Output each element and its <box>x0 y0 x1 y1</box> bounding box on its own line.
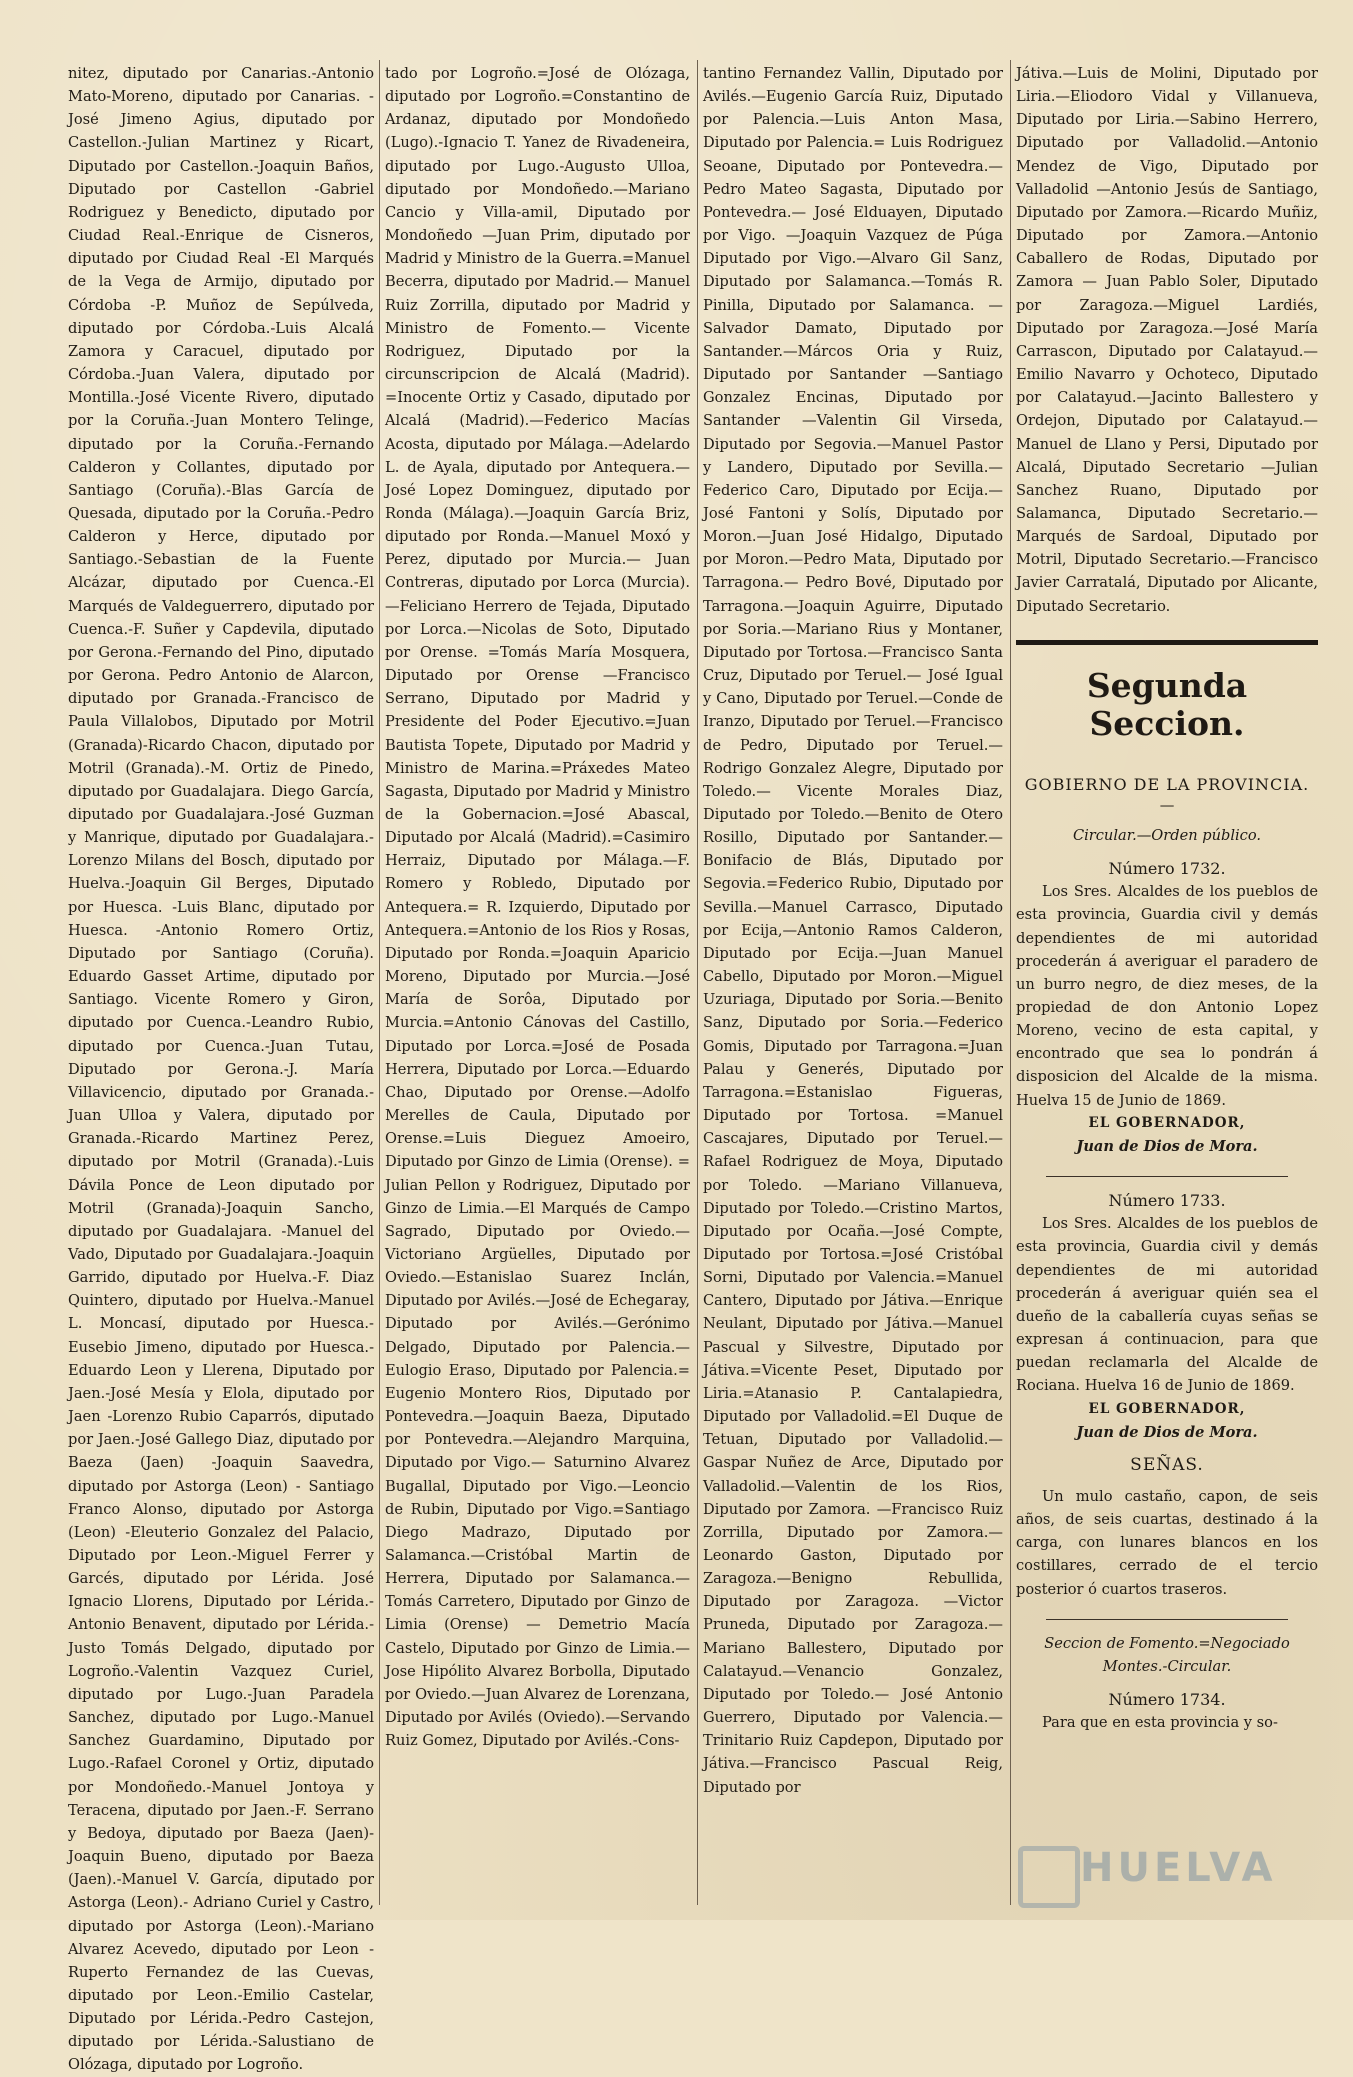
deputies-list-column-1: nitez, diputado por Canarias.-Antonio Mato-Moreno, diputado por Canarias. -José Jimeno Agius, diputado por Castellon.-Julian Martinez y Ricart, Diputado por Castellon.-Joaquin Baños, Diputado por Castellon -Gabriel Rodriguez y Benedicto, diputado por Ciudad Real.-Enrique de Cisneros, diputado por Ciudad Real -El Marqués de la Vega de Armijo, diputado por Córdoba -P. Muñoz de Sepúlveda, diputado por Córdoba.-Luis Alcalá Zamora y Caracuel, diputado por Córdoba.-Juan Valera, diputado por Montilla.-José Vicente Rivero, diputado por la Coruña.-Juan Montero Telinge, diputado por la Coruña.-Fernando Calderon y Collantes, diputado por Santiago (Coruña).-Blas García de Quesada, diputado por la Coruña.-Pedro Calderon y Herce, diputado por Santiago.-Sebastian de la Fuente Alcázar, diputado por Cuenca.-El Marqués de Valdeguerrero, diputado por Cuenca.-F. Suñer y Capdevila, diputado por Gerona.-Fernando del Pino, diputado por Gerona. Pedro Antonio de Alarcon, diputado por Granada.-Francisco de Paula Villalobos, Diputado por Motril (Granada)-Ricardo Chacon, diputado por Motril (Granada).-M. Ortiz de Pinedo, diputado por Guadalajara. Diego García, diputado por Guadalajara.-José Guzman y Manrique, diputado por Guadalajara.-Lorenzo Milans del Bosch, diputado por Huelva.-Joaquin Gil Berges, Diputado por Huesca. -Luis Blanc, diputado por Huesca. -Antonio Romero Ortiz, Diputado por Santiago (Coruña). Eduardo Gasset Artime, diputado por Santiago. Vicente Romero y Giron, diputado por Cuenca.-Leandro Rubio, diputado por Cuenca.-Juan Tutau, Diputado por Gerona.-J. María Villavicencio, diputado por Granada.-Juan Ulloa y Valera, diputado por Granada.-Ricardo Martinez Perez, diputado por Motril (Granada).-Luis Dávila Ponce de Leon diputado por Motril (Granada)-Joaquin Sancho, diputado por Guadalajara. -Manuel del Vado, Diputado por Guadalajara.-Joaquin Garrido, diputado por Huelva.-F. Diaz Quintero, diputado por Huelva.-Manuel L. Moncasí, diputado por Huesca.-Eusebio Jimeno, diputado por Huesca.-Eduardo Leon y Llerena, Diputado por Jaen.-José Mesía y Elola, diputado por Jaen -Lorenzo Rubio Caparrós, diputado por Jaen.-José Gallego Diaz, diputado por Baeza (Jaen) -Joaquin Saavedra, diputado por Astorga (Leon) - Santiago Franco Alonso, diputado por Astorga (Leon) -Eleuterio Gonzalez del Palacio, Diputado por Leon.-Miguel Ferrer y Garcés, diputado por Lérida. José Ignacio Llorens, Diputado por Lérida.-Antonio Benavent, diputado por Lérida.-Justo Tomás Delgado, diputado por Logroño.-Valentin Vazquez Curiel, diputado por Lugo.-Juan Paradela Sanchez, diputado por Lugo.-Manuel Sanchez Guardamino, Diputado por Lugo.-Rafael Coronel y Ortiz, diputado por Mondoñedo.-Manuel Jontoya y Teracena, diputado por Jaen.-F. Serrano y Bedoya, diputado por Baeza (Jaen)-Joaquin Bueno, diputado por Baeza (Jaen).-Manuel V. García, diputado por Astorga (Leon).- Adriano Curiel y Castro, diputado por Astorga (Leon).-Mariano Alvarez Acevedo, diputado por Leon -Ruperto Fernandez de las Cuevas, diputado por Leon.-Emilio Castelar, Diputado por Lérida.-Pedro Castejon, diputado por Lérida.-Salustiano de Olózaga, diputado por Logroño. <box>68 65 374 2074</box>
notice-1733-text: Los Sres. Alcaldes de los pueblos de esta provincia, Guardia civil y demás dependientes de mi autoridad procederán á averiguar quién sea el dueño de la caballería cuyas señas se expresan á continuacion, para que puedan reclamarla del Alcalde de Rociana. Huelva 16 de Junio de 1869. <box>1016 1215 1318 1395</box>
notice-1732-number: Número 1732. <box>1108 859 1226 879</box>
circular-heading: Circular.—Orden público. <box>1072 826 1262 844</box>
senas-heading: SEÑAS. <box>1130 1454 1204 1475</box>
senas-text: Un mulo castaño, capon, de seis años, de seis cuartas, destinado á la carga, con lunares blancos en los costillares, cerrado de el tercio posterior ó cuartos traseros. <box>1016 1487 1318 1598</box>
notice-1733-number: Número 1733. <box>1108 1191 1226 1211</box>
notice-divider <box>1046 1619 1288 1620</box>
notice-1733-signature-name: Juan de Dios de Mora. <box>1076 1423 1258 1441</box>
short-dash: — <box>1159 796 1175 814</box>
deputies-list-column-4: Játiva.—Luis de Molini, Diputado por Liria.—Eliodoro Vidal y Villanueva, Diputado por Liria.—Sabino Herrero, Diputado por Valladolid.—Antonio Mendez de Vigo, Diputado por Valladolid —Antonio Jesús de Santiago, Diputado por Zamora.—Ricardo Muñiz, Diputado por Zamora.—Antonio Caballero de Rodas, Diputado por Zamora — Juan Pablo Soler, Diputado por Zaragoza.—Miguel Lardiés, Diputado por Zaragoza.—José María Carrascon, Diputado por Calatayud.— Emilio Navarro y Ochoteco, Diputado por Calatayud.—Jacinto Ballestero y Ordejon, Diputado por Calatayud.—Manuel de Llano y Persi, Diputado por Alcalá, Diputado Secretario —Julian Sanchez Ruano, Diputado por Salamanca, Diputado Secretario.—Marqués de Sardoal, Diputado por Motril, Diputado Secretario.—Francisco Javier Carratalá, Diputado por Alicante, Diputado Secretario. <box>1016 65 1318 615</box>
notice-1734-number: Número 1734. <box>1108 1690 1226 1710</box>
column-2 <box>385 62 690 1902</box>
column-3 <box>703 62 1003 1902</box>
notice-1732-signature-title: EL GOBERNADOR, <box>1088 1114 1246 1131</box>
notice-1732-signature-name: Juan de Dios de Mora. <box>1076 1137 1258 1155</box>
notice-divider <box>1046 1176 1288 1177</box>
section-title: Segunda Seccion. <box>1086 665 1248 743</box>
notice-1733-signature-title: EL GOBERNADOR, <box>1088 1400 1246 1417</box>
notice-1732-text: Los Sres. Alcaldes de los pueblos de esta provincia, Guardia civil y demás dependientes de mi autoridad procederán á averiguar el paradero de un burro negro, de diez meses, de la propiedad de don Antonio Lopez Moreno, vecino de esta capital, y encontrado que sea lo pondrán á disposicion del Alcalde de la misma. Huelva 15 de Junio de 1869. <box>1016 883 1318 1109</box>
column-rule <box>697 60 698 1905</box>
gobierno-heading: GOBIERNO DE LA PROVINCIA. <box>1024 774 1310 794</box>
deputies-list-column-3: tantino Fernandez Vallin, Diputado por Avilés.—Eugenio García Ruiz, Diputado por Palencia.—Luis Anton Masa, Diputado por Palencia.= Luis Rodriguez Seoane, Diputado por Pontevedra.—Pedro Mateo Sagasta, Diputado por Pontevedra.— José Elduayen, Diputado por Vigo. —Joaquin Vazquez de Púga Diputado por Vigo.—Alvaro Gil Sanz, Diputado por Salamanca.—Tomás R. Pinilla, Diputado por Salamanca. —Salvador Damato, Diputado por Santander.—Márcos Oria y Ruiz, Diputado por Santander —Santiago Gonzalez Encinas, Diputado por Santander —Valentin Gil Virseda, Diputado por Segovia.—Manuel Pastor y Landero, Diputado por Sevilla.—Federico Caro, Diputado por Ecija.—José Fantoni y Solís, Diputado por Moron.—Juan José Hidalgo, Diputado por Moron.—Pedro Mata, Diputado por Tarragona.— Pedro Bové, Diputado por Tarragona.—Joaquin Aguirre, Diputado por Soria.—Mariano Rius y Montaner, Diputado por Tortosa.—Francisco Santa Cruz, Diputado por Teruel.— José Igual y Cano, Diputado por Teruel.—Conde de Iranzo, Diputado por Teruel.—Francisco de Pedro, Diputado por Teruel.—Rodrigo Gonzalez Alegre, Diputado por Toledo.— Vicente Morales Diaz, Diputado por Toledo.—Benito de Otero Rosillo, Diputado por Santander.—Bonifacio de Blás, Diputado por Segovia.=Federico Rubio, Diputado por Sevilla.—Manuel Carrasco, Diputado por Ecija,—Antonio Ramos Calderon, Diputado por Ecija.—Juan Manuel Cabello, Diputado por Moron.—Miguel Uzuriaga, Diputado por Soria.—Benito Sanz, Diputado por Soria.—Federico Gomis, Diputado por Tarragona.=Juan Palau y Generés, Diputado por Tarragona.=Estanislao Figueras, Diputado por Tortosa. =Manuel Cascajares, Diputado por Teruel.—Rafael Rodriguez de Moya, Diputado por Toledo. —Mariano Villanueva, Diputado por Toledo.—Cristino Martos, Diputado por Ocaña.—José Compte, Diputado por Tortosa.=José Cristóbal Sorni, Diputado por Valencia.=Manuel Cantero, Diputado por Játiva.—Enrique Neulant, Diputado por Játiva.—Manuel Pascual y Silvestre, Diputado por Játiva.=Vicente Peset, Diputado por Liria.=Atanasio P. Cantalapiedra, Diputado por Valladolid.=El Duque de Tetuan, Diputado por Valladolid.—Gaspar Nuñez de Arce, Diputado por Valladolid.—Valentin de los Rios, Diputado por Zamora. —Francisco Ruiz Zorrilla, Diputado por Zamora.—Leonardo Gaston, Diputado por Zaragoza.—Benigno Rebullida, Diputado por Zaragoza. —Victor Pruneda, Diputado por Zaragoza.—Mariano Ballestero, Diputado por Calatayud.—Venancio Gonzalez, Diputado por Toledo.— José Antonio Guerrero, Diputado por Valencia.—Trinitario Ruiz Capdepon, Diputado por Játiva.—Francisco Pascual Reig, Diputado por <box>703 65 1003 1796</box>
column-4 <box>1016 62 1318 1902</box>
archive-logo-icon <box>1018 1846 1080 1908</box>
column-rule <box>1010 60 1011 1905</box>
deputies-list-column-2: tado por Logroño.=José de Olózaga, diputado por Logroño.=Constantino de Ardanaz, diputado por Mondoñedo (Lugo).-Ignacio T. Yanez de Rivadeneira, diputado por Lugo.-Augusto Ulloa, diputado por Mondoñedo.—Mariano Cancio y Villa-amil, Diputado por Mondoñedo —Juan Prim, diputado por Madrid y Ministro de la Guerra.=Manuel Becerra, diputado por Madrid.— Manuel Ruiz Zorrilla, diputado por Madrid y Ministro de Fomento.— Vicente Rodriguez, Diputado por la circunscripcion de Alcalá (Madrid). =Inocente Ortiz y Casado, diputado por Alcalá (Madrid).—Federico Macías Acosta, diputado por Málaga.—Adelardo L. de Ayala, diputado por Antequera.—José Lopez Dominguez, diputado por Ronda (Málaga).—Joaquin García Briz, diputado por Ronda.—Manuel Moxó y Perez, diputado por Murcia.— Juan Contreras, diputado por Lorca (Murcia).—Feliciano Herrero de Tejada, Diputado por Lorca.—Nicolas de Soto, Diputado por Orense. =Tomás María Mosquera, Diputado por Orense —Francisco Serrano, Diputado por Madrid y Presidente del Poder Ejecutivo.=Juan Bautista Topete, Diputado por Madrid y Ministro de Marina.=Práxedes Mateo Sagasta, Diputado por Madrid y Ministro de la Gobernacion.=José Abascal, Diputado por Alcalá (Madrid).=Casimiro Herraiz, Diputado por Málaga.—F. Romero y Robledo, Diputado por Antequera.= R. Izquierdo, Diputado por Antequera.=Antonio de los Rios y Rosas, Diputado por Ronda.=Joaquin Aparicio Moreno, Diputado por Murcia.—José María de Sorôa, Diputado por Murcia.=Antonio Cánovas del Castillo, Diputado por Lorca.=José de Posada Herrera, Diputado por Lorca.—Eduardo Chao, Diputado por Orense.—Adolfo Merelles de Caula, Diputado por Orense.=Luis Dieguez Amoeiro, Diputado por Ginzo de Limia (Orense). = Julian Pellon y Rodriguez, Diputado por Ginzo de Limia.—El Marqués de Campo Sagrado, Diputado por Oviedo.—Victoriano Argüelles, Diputado por Oviedo.—Estanislao Suarez Inclán, Diputado por Avilés.—José de Echegaray, Diputado por Avilés.—Gerónimo Delgado, Diputado por Palencia.—Eulogio Eraso, Diputado por Palencia.= Eugenio Montero Rios, Diputado por Pontevedra.—Joaquin Baeza, Diputado por Pontevedra.—Alejandro Marquina, Diputado por Vigo.— Saturnino Alvarez Bugallal, Diputado por Vigo.—Leoncio de Rubin, Diputado por Vigo.=Santiago Diego Madrazo, Diputado por Salamanca.—Cristóbal Martin de Herrera, Diputado por Salamanca.—Tomás Carretero, Diputado por Ginzo de Limia (Orense) — Demetrio Macía Castelo, Diputado por Ginzo de Limia.—Jose Hipólito Alvarez Borbolla, Diputado por Oviedo.—Juan Alvarez de Lorenzana, Diputado por Avilés (Oviedo).—Servando Ruiz Gomez, Diputado por Avilés.-Cons- <box>385 65 690 1750</box>
fomento-heading: Seccion de Fomento.=Negociado Montes.-Circular. <box>1044 1634 1290 1675</box>
column-1 <box>68 62 374 2074</box>
section-divider <box>1016 640 1318 645</box>
column-rule <box>379 60 380 1905</box>
notice-1734-text: Para que en esta provincia y so- <box>1042 1714 1278 1732</box>
archive-watermark: HUELVA <box>1080 1845 1277 1891</box>
